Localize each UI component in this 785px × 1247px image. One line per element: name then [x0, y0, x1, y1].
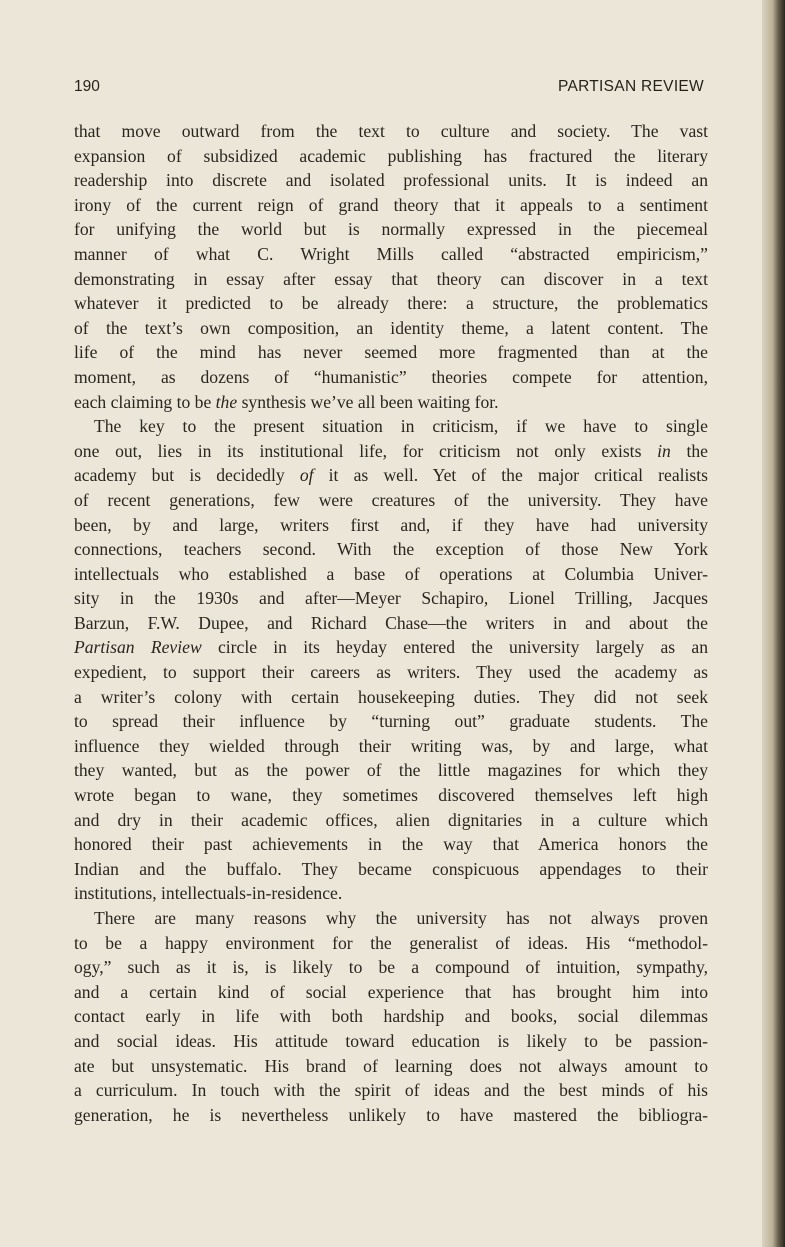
- text-line: academy but is decidedly of it as well. Yet of the major critical realists: [74, 465, 708, 486]
- text-line: institutions, intellectuals-in-residence.: [74, 883, 343, 904]
- text-line: contact early in life with both hardship and books, social dilemmas: [74, 1006, 708, 1027]
- emphasis: in: [657, 440, 671, 461]
- text-line: been, by and large, writers first and, if they have had university: [74, 514, 708, 535]
- emphasis: the: [215, 391, 238, 412]
- text-line: a writer’s colony with certain housekeeping duties. They did not seek: [74, 686, 708, 707]
- text-line: and social ideas. His attitude toward education is likely to be passion-: [74, 1030, 708, 1051]
- text-line: wrote began to wane, they sometimes discovered themselves left high: [74, 785, 708, 806]
- text-line: one out, lies in its institutional life, for criticism not only exists in the: [74, 440, 708, 461]
- text-line: and a certain kind of social experience that has brought him into: [74, 981, 708, 1002]
- text-line: for unifying the world but is normally expressed in the piecemeal: [74, 219, 708, 240]
- page-number: 190: [74, 78, 100, 95]
- text-line: life of the mind has never seemed more fragmented than at the: [74, 342, 708, 363]
- emphasis: Partisan Review: [74, 637, 202, 658]
- text-line: whatever it predicted to be already there: a structure, the problematics: [74, 293, 708, 314]
- text-line: readership into discrete and isolated professional units. It is indeed an: [74, 170, 708, 191]
- paragraph-first-line: There are many reasons why the university has not always proven: [94, 908, 708, 928]
- text-line: a curriculum. In touch with the spirit of ideas and the best minds of his: [74, 1080, 708, 1101]
- text-line: manner of what C. Wright Mills called “abstracted empiricism,”: [74, 243, 708, 264]
- text-line: to be a happy environment for the generalist of ideas. His “methodol-: [74, 932, 708, 953]
- text-line: Barzun, F.W. Dupee, and Richard Chase—the writers in and about the: [74, 612, 708, 633]
- text-line: of recent generations, few were creatures of the university. They have: [74, 489, 708, 510]
- text-line: each claiming to be the synthesis we’ve all been waiting for.: [74, 391, 499, 412]
- text-line: generation, he is nevertheless unlikely to have mastered the bibliogra-: [74, 1104, 708, 1125]
- text-line: ate but unsystematic. His brand of learning does not always amount to: [74, 1055, 708, 1076]
- text-line: of the text’s own composition, an identity theme, a latent content. The: [74, 317, 708, 338]
- text-line: influence they wielded through their writing was, by and large, what: [74, 735, 708, 756]
- page-binding-edge: [762, 0, 785, 1247]
- text-line: they wanted, but as the power of the little magazines for which they: [74, 760, 708, 781]
- text-line: sity in the 1930s and after—Meyer Schapiro, Lionel Trilling, Jacques: [74, 588, 708, 609]
- text-line: and dry in their academic offices, alien dignitaries in a culture which: [74, 809, 708, 830]
- paragraph-first-line: The key to the present situation in criticism, if we have to single: [94, 416, 708, 437]
- text-line: intellectuals who established a base of operations at Columbia Univer-: [74, 563, 708, 584]
- emphasis: of: [299, 465, 314, 486]
- text-line: moment, as dozens of “humanistic” theories compete for attention,: [74, 366, 708, 387]
- text-line: connections, teachers second. With the exception of those New York: [74, 539, 708, 560]
- text-line: demonstrating in essay after essay that theory can discover in a text: [74, 268, 708, 289]
- text-line: honored their past achievements in the way that America honors the: [74, 834, 708, 855]
- text-line: expansion of subsidized academic publishing has fractured the literary: [74, 145, 708, 166]
- text-line: Indian and the buffalo. They became conspicuous appendages to their: [74, 858, 708, 879]
- text-line: that move outward from the text to culture and society. The vast: [74, 121, 708, 141]
- text-line: expedient, to support their careers as writers. They used the academy as: [74, 662, 708, 683]
- running-head: PARTISAN REVIEW: [557, 78, 704, 95]
- text-line: ogy,” such as it is, is likely to be a compound of intuition, sympathy,: [74, 957, 708, 978]
- page-header: [74, 78, 704, 100]
- text-line: irony of the current reign of grand theory that it appeals to a sentiment: [74, 194, 708, 215]
- body-text: [74, 119, 708, 1127]
- text-line: Partisan Review circle in its heyday entered the university largely as an: [74, 637, 709, 658]
- text-line: to spread their influence by “turning out” graduate students. The: [74, 711, 708, 732]
